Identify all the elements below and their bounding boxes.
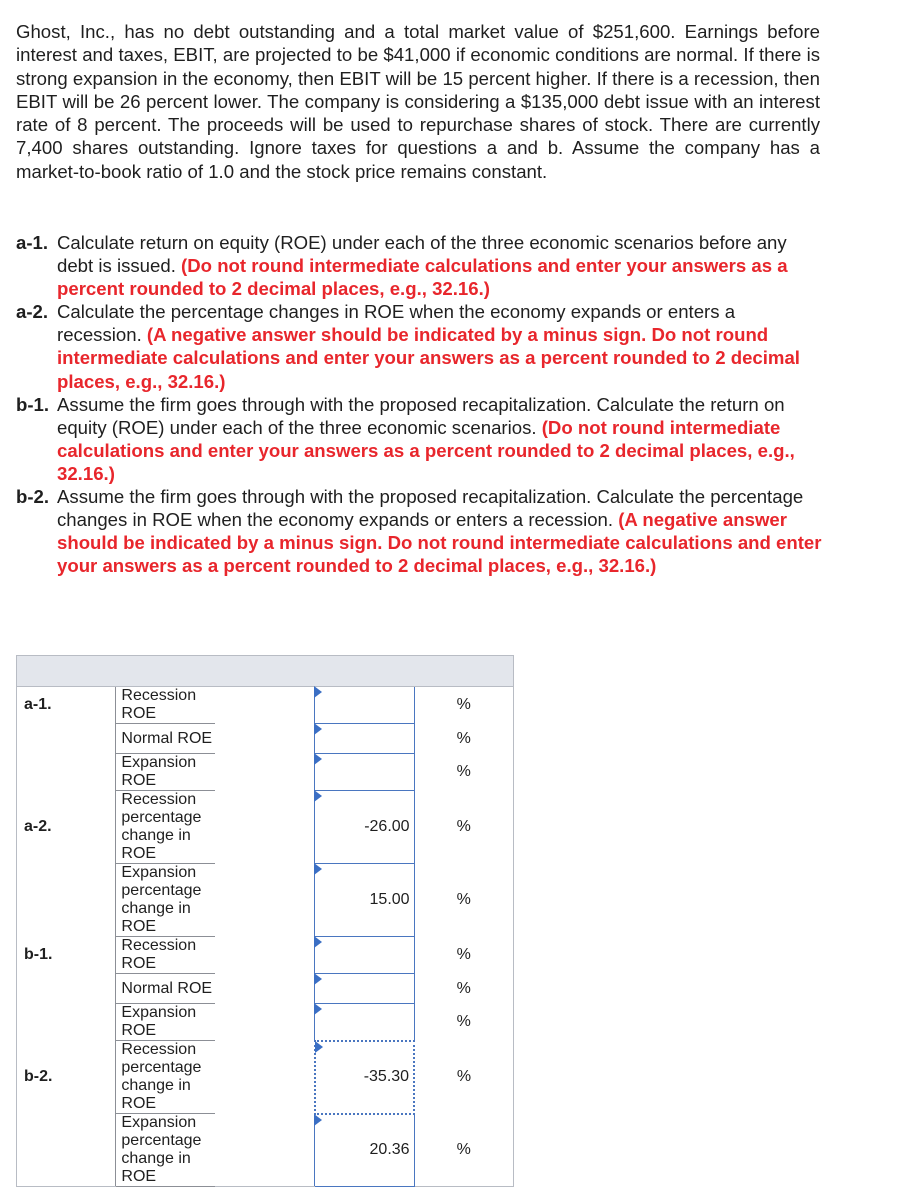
percent-unit: %: [414, 1041, 513, 1114]
table-row: [17, 937, 514, 974]
input-flag-icon: [314, 1114, 322, 1126]
table-row: [17, 791, 514, 864]
row-description: Expansion ROE: [116, 1004, 215, 1041]
input-flag-icon: [314, 723, 322, 735]
percent-unit: %: [414, 791, 513, 864]
table-row: [17, 724, 514, 754]
row-part-label: [17, 754, 116, 791]
answer-input[interactable]: [315, 754, 414, 791]
percent-unit: %: [414, 937, 513, 974]
row-description: Expansion percentage change in ROE: [116, 864, 215, 937]
row-part-label: b-1.: [17, 937, 116, 974]
question-instruction: (Do not round intermediate calculations and enter your answers as a percent rounded to 2 decimal places, e.g., 32.16.): [57, 255, 788, 300]
row-part-label: a-1.: [17, 687, 116, 724]
input-flag-icon: [314, 790, 322, 802]
answer-input[interactable]: [315, 1041, 414, 1114]
question-instruction: (Do not round intermediate calculations and enter your answers as a percent rounded to 2 decimal places, e.g., 32.16.): [57, 416, 795, 484]
row-part-label: [17, 1004, 116, 1041]
row-description: Recession ROE: [116, 687, 215, 724]
answer-value: -26.00: [364, 818, 410, 835]
row-part-label: [17, 1114, 116, 1187]
table-row: [17, 754, 514, 791]
question-a1: [16, 231, 824, 300]
answer-table: [16, 655, 514, 1187]
row-part-label: [17, 864, 116, 937]
answer-input[interactable]: [315, 937, 414, 974]
row-part-label: [17, 974, 116, 1004]
percent-unit: %: [414, 1114, 513, 1187]
table-row: [17, 1114, 514, 1187]
row-description: Recession ROE: [116, 937, 215, 974]
answer-input[interactable]: [315, 864, 414, 937]
row-description: Expansion ROE: [116, 754, 215, 791]
table-row: [17, 1041, 514, 1114]
question-b2: [16, 485, 824, 577]
percent-unit: %: [414, 724, 513, 754]
question-b1: [16, 393, 824, 485]
percent-unit: %: [414, 864, 513, 937]
question-text: Assume the firm goes through with the proposed recapitalization. Calculate the percentage changes in ROE when the economy expands or enters a recession.: [57, 486, 804, 531]
row-part-label: [17, 724, 116, 754]
question-instruction: (A negative answer should be indicated by a minus sign. Do not round intermediate calculations and enter your answers as a percent rounded to 2 decimal places, e.g., 32.16.): [57, 324, 800, 392]
percent-unit: %: [414, 687, 513, 724]
input-flag-icon: [314, 936, 322, 948]
row-part-label: b-2.: [17, 1041, 116, 1114]
input-flag-icon: [314, 686, 322, 698]
input-flag-icon: [314, 973, 322, 985]
answer-input[interactable]: [315, 974, 414, 1004]
question-instruction: (A negative answer should be indicated by a minus sign. Do not round intermediate calculations and enter your answers as a percent rounded to 2 decimal places, e.g., 32.16.): [57, 509, 822, 577]
input-flag-icon: [314, 863, 322, 875]
question-text: Calculate the percentage changes in ROE when the economy expands or enters a recession.: [57, 301, 736, 346]
table-row: [17, 864, 514, 937]
question-label: a-2.: [16, 301, 49, 323]
table-header: [17, 656, 514, 687]
table-row: [17, 687, 514, 724]
answer-input[interactable]: [315, 687, 414, 724]
row-description: Normal ROE: [116, 724, 215, 754]
question-label: b-2.: [16, 486, 50, 508]
table-row: [17, 974, 514, 1004]
question-list: [16, 231, 824, 577]
row-description: Recession percentage change in ROE: [116, 791, 215, 864]
answer-input[interactable]: [315, 724, 414, 754]
answer-value: -35.30: [363, 1068, 410, 1085]
row-part-label: a-2.: [17, 791, 116, 864]
question-text: Calculate return on equity (ROE) under each of the three economic scenarios before any debt is issued.: [57, 232, 787, 277]
row-description: Expansion percentage change in ROE: [116, 1114, 215, 1187]
answer-value: 20.36: [369, 1141, 410, 1159]
answer-value: 15.00: [369, 891, 410, 908]
table-row: [17, 1004, 514, 1041]
row-description: Normal ROE: [116, 974, 215, 1004]
percent-unit: %: [414, 1004, 513, 1041]
question-label: b-1.: [16, 393, 50, 415]
answer-input[interactable]: [315, 1114, 414, 1187]
input-flag-icon: [314, 753, 322, 765]
percent-unit: %: [414, 974, 513, 1004]
answer-input[interactable]: [315, 791, 414, 864]
question-a2: [16, 300, 824, 392]
answer-input[interactable]: [315, 1004, 414, 1041]
input-flag-icon: [314, 1003, 322, 1015]
input-flag-icon: [315, 1041, 323, 1053]
problem-statement: Ghost, Inc., has no debt outstanding and a total market value of $251,600. Earnings before interest and taxes, EBIT, are projected to be $41,000 if economic conditions are normal. If there is strong expansion in the economy, then EBIT will be 15 percent higher. If there is a recession, then EBIT will be 26 percent lower. The company is considering a $135,000 debt issue with an interest rate of 8 percent. The proceeds will be used to repurchase shares of stock. There are currently 7,400 shares outstanding. Ignore taxes for questions a and b. Assume the company has a market-to-book ratio of 1.0 and the stock price remains constant.: [16, 21, 820, 182]
question-text: Assume the firm goes through with the proposed recapitalization. Calculate the return on equity (ROE) under each of the three economic scenarios.: [57, 393, 785, 438]
row-description: Recession percentage change in ROE: [116, 1041, 215, 1114]
question-label: a-1.: [16, 232, 49, 253]
percent-unit: %: [414, 754, 513, 791]
